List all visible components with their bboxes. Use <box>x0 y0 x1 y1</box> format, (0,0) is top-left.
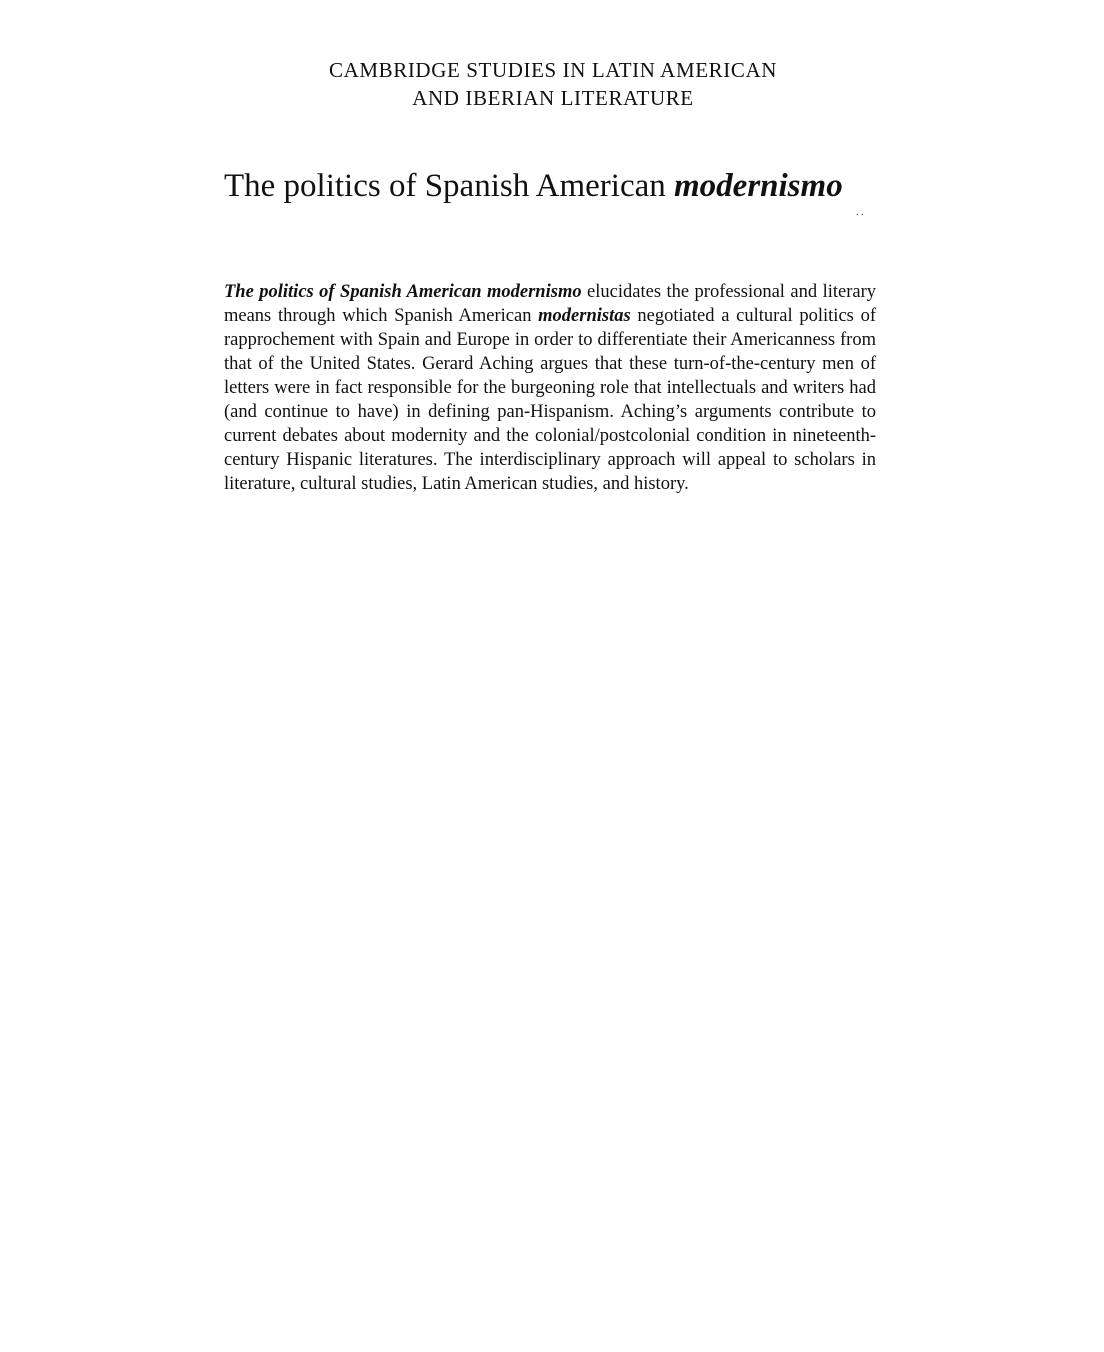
book-title-italic: modernismo <box>674 168 843 204</box>
series-heading-line-1: CAMBRIDGE STUDIES IN LATIN AMERICAN <box>328 58 777 82</box>
book-title <box>224 164 924 208</box>
series-heading-line-2: AND IBERIAN LITERATURE <box>412 86 694 110</box>
book-title-plain: The politics of Spanish American <box>224 168 674 204</box>
print-specks: . . <box>856 207 864 218</box>
description-italic-term: modernistas <box>538 306 631 326</box>
description-text-2: negotiated a cultural politics of rapprochement with Spain and Europe in order to differentiate their Americanness from that of the United States. Gerard Aching argues that these turn-of-the-century men of letters were in fact responsible for the burgeoning role that intellectuals and writers had (and continue to have) in defining pan-Hispanism. Aching’s arguments contribute to current debates about modernity and the colonial/postcolonial condition in nineteenth-century Hispanic literatures. The interdisciplinary approach will appeal to scholars in literature, cultural studies, Latin American studies, and history. <box>224 306 876 494</box>
book-description <box>224 280 876 496</box>
series-heading <box>222 56 884 112</box>
description-lead-title: The politics of Spanish American modernismo <box>224 282 582 302</box>
description-text-1: elucidates the professional and literary means through which Spanish American <box>224 282 876 326</box>
